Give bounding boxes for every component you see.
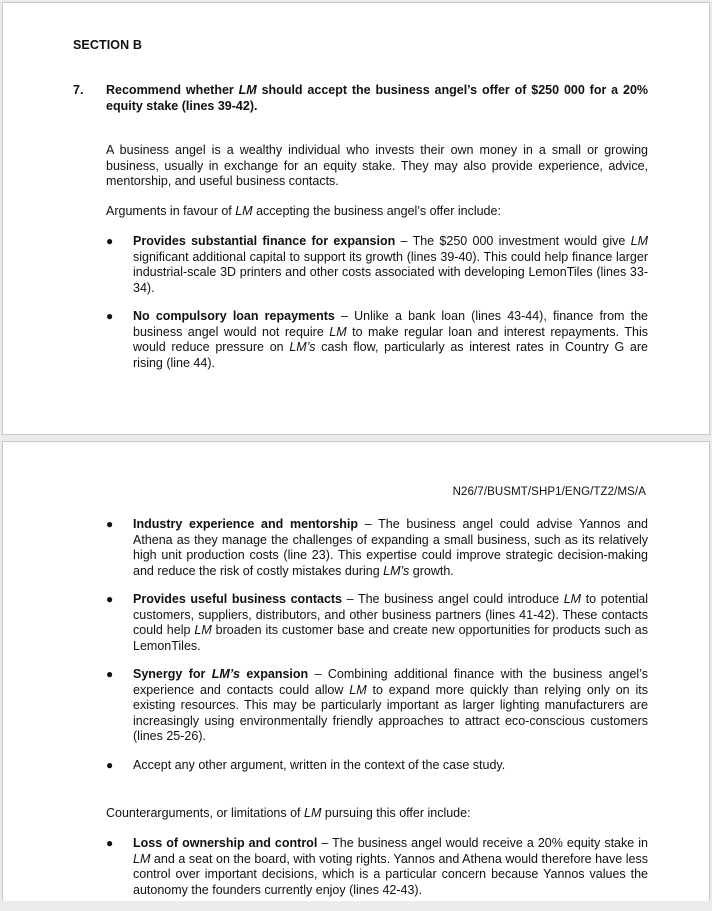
bullet-icon: ● bbox=[106, 234, 114, 248]
list-item: ● Accept any other argument, written in the context of the case study. bbox=[106, 757, 506, 772]
page-1 bbox=[2, 2, 710, 435]
question-text: Recommend whether LM should accept the business angel’s offer of $250 000 for a 20% equity stake (lines 39-42). bbox=[106, 83, 649, 113]
list-item: ● No compulsory loan repayments – Unlike a bank loan (lines 43-44), finance from the business angel would not require LM to make regular loan and interest repayments. This would reduce pressure on LM’s cash flow, particularly as interest rates in Country G are rising (line 44). bbox=[106, 309, 648, 370]
bullet-icon: ● bbox=[106, 592, 114, 606]
favour-list-continued bbox=[106, 517, 648, 786]
intro-paragraph: A business angel is a wealthy individual who invests their own money in a small or growing business, usually in exchange for an equity stake. They may also provide experience, advice, mentorship, and useful business contacts. bbox=[106, 143, 648, 188]
favour-lead: Arguments in favour of LM accepting the business angel’s offer include: bbox=[106, 204, 501, 218]
bullet-icon: ● bbox=[106, 517, 114, 531]
list-item: ● Provides substantial finance for expansion – The $250 000 investment would give LM significant additional capital to support its growth (lines 39-40). This could help finance larger industrial-scale 3D printers and other costs associated with developing LemonTiles (lines 33-34). bbox=[106, 234, 648, 295]
bullet-icon: ● bbox=[106, 309, 114, 323]
bullet-icon: ● bbox=[106, 667, 114, 681]
list-item: ● Provides useful business contacts – The business angel could introduce LM to potential customers, suppliers, distributors, and other business partners (lines 41-42). These contacts could help LM broaden its customer base and create new opportunities for products such as LemonTiles. bbox=[106, 592, 648, 653]
favour-list bbox=[106, 234, 648, 384]
counter-list bbox=[106, 836, 648, 911]
counter-lead: Counterarguments, or limitations of LM pursuing this offer include: bbox=[106, 806, 471, 820]
page-2 bbox=[2, 441, 710, 901]
document-reference: N26/7/BUSMT/SHP1/ENG/TZ2/MS/A bbox=[452, 486, 646, 498]
list-item: ● Synergy for LM’s expansion – Combining additional finance with the business angel’s experience and contacts could allow LM to expand more quickly than relying only on its existing resources. This may be particularly important as larger lighting manufacturers are increasingly using environmentally friendly approaches to attract eco-conscious customers (lines 25-26). bbox=[106, 667, 649, 743]
bullet-icon: ● bbox=[106, 836, 114, 850]
bullet-icon: ● bbox=[106, 757, 114, 772]
section-heading: SECTION B bbox=[73, 38, 142, 52]
question-number: 7. bbox=[73, 83, 84, 97]
list-item: ● Industry experience and mentorship – The business angel could advise Yannos and Athena as they manage the challenges of expanding a small business, such as its relatively high unit production costs (line 23). This expertise could improve strategic decision-making and reduce the risk of costly mistakes during LM’s growth. bbox=[106, 517, 648, 578]
list-item: ● Loss of ownership and control – The business angel would receive a 20% equity stake in LM and a seat on the board, with voting rights. Yannos and Athena would therefore have less control over important decisions, which is a particular concern because Yannos values the autonomy the founders currently enjoy (lines 42-43). bbox=[106, 836, 648, 897]
